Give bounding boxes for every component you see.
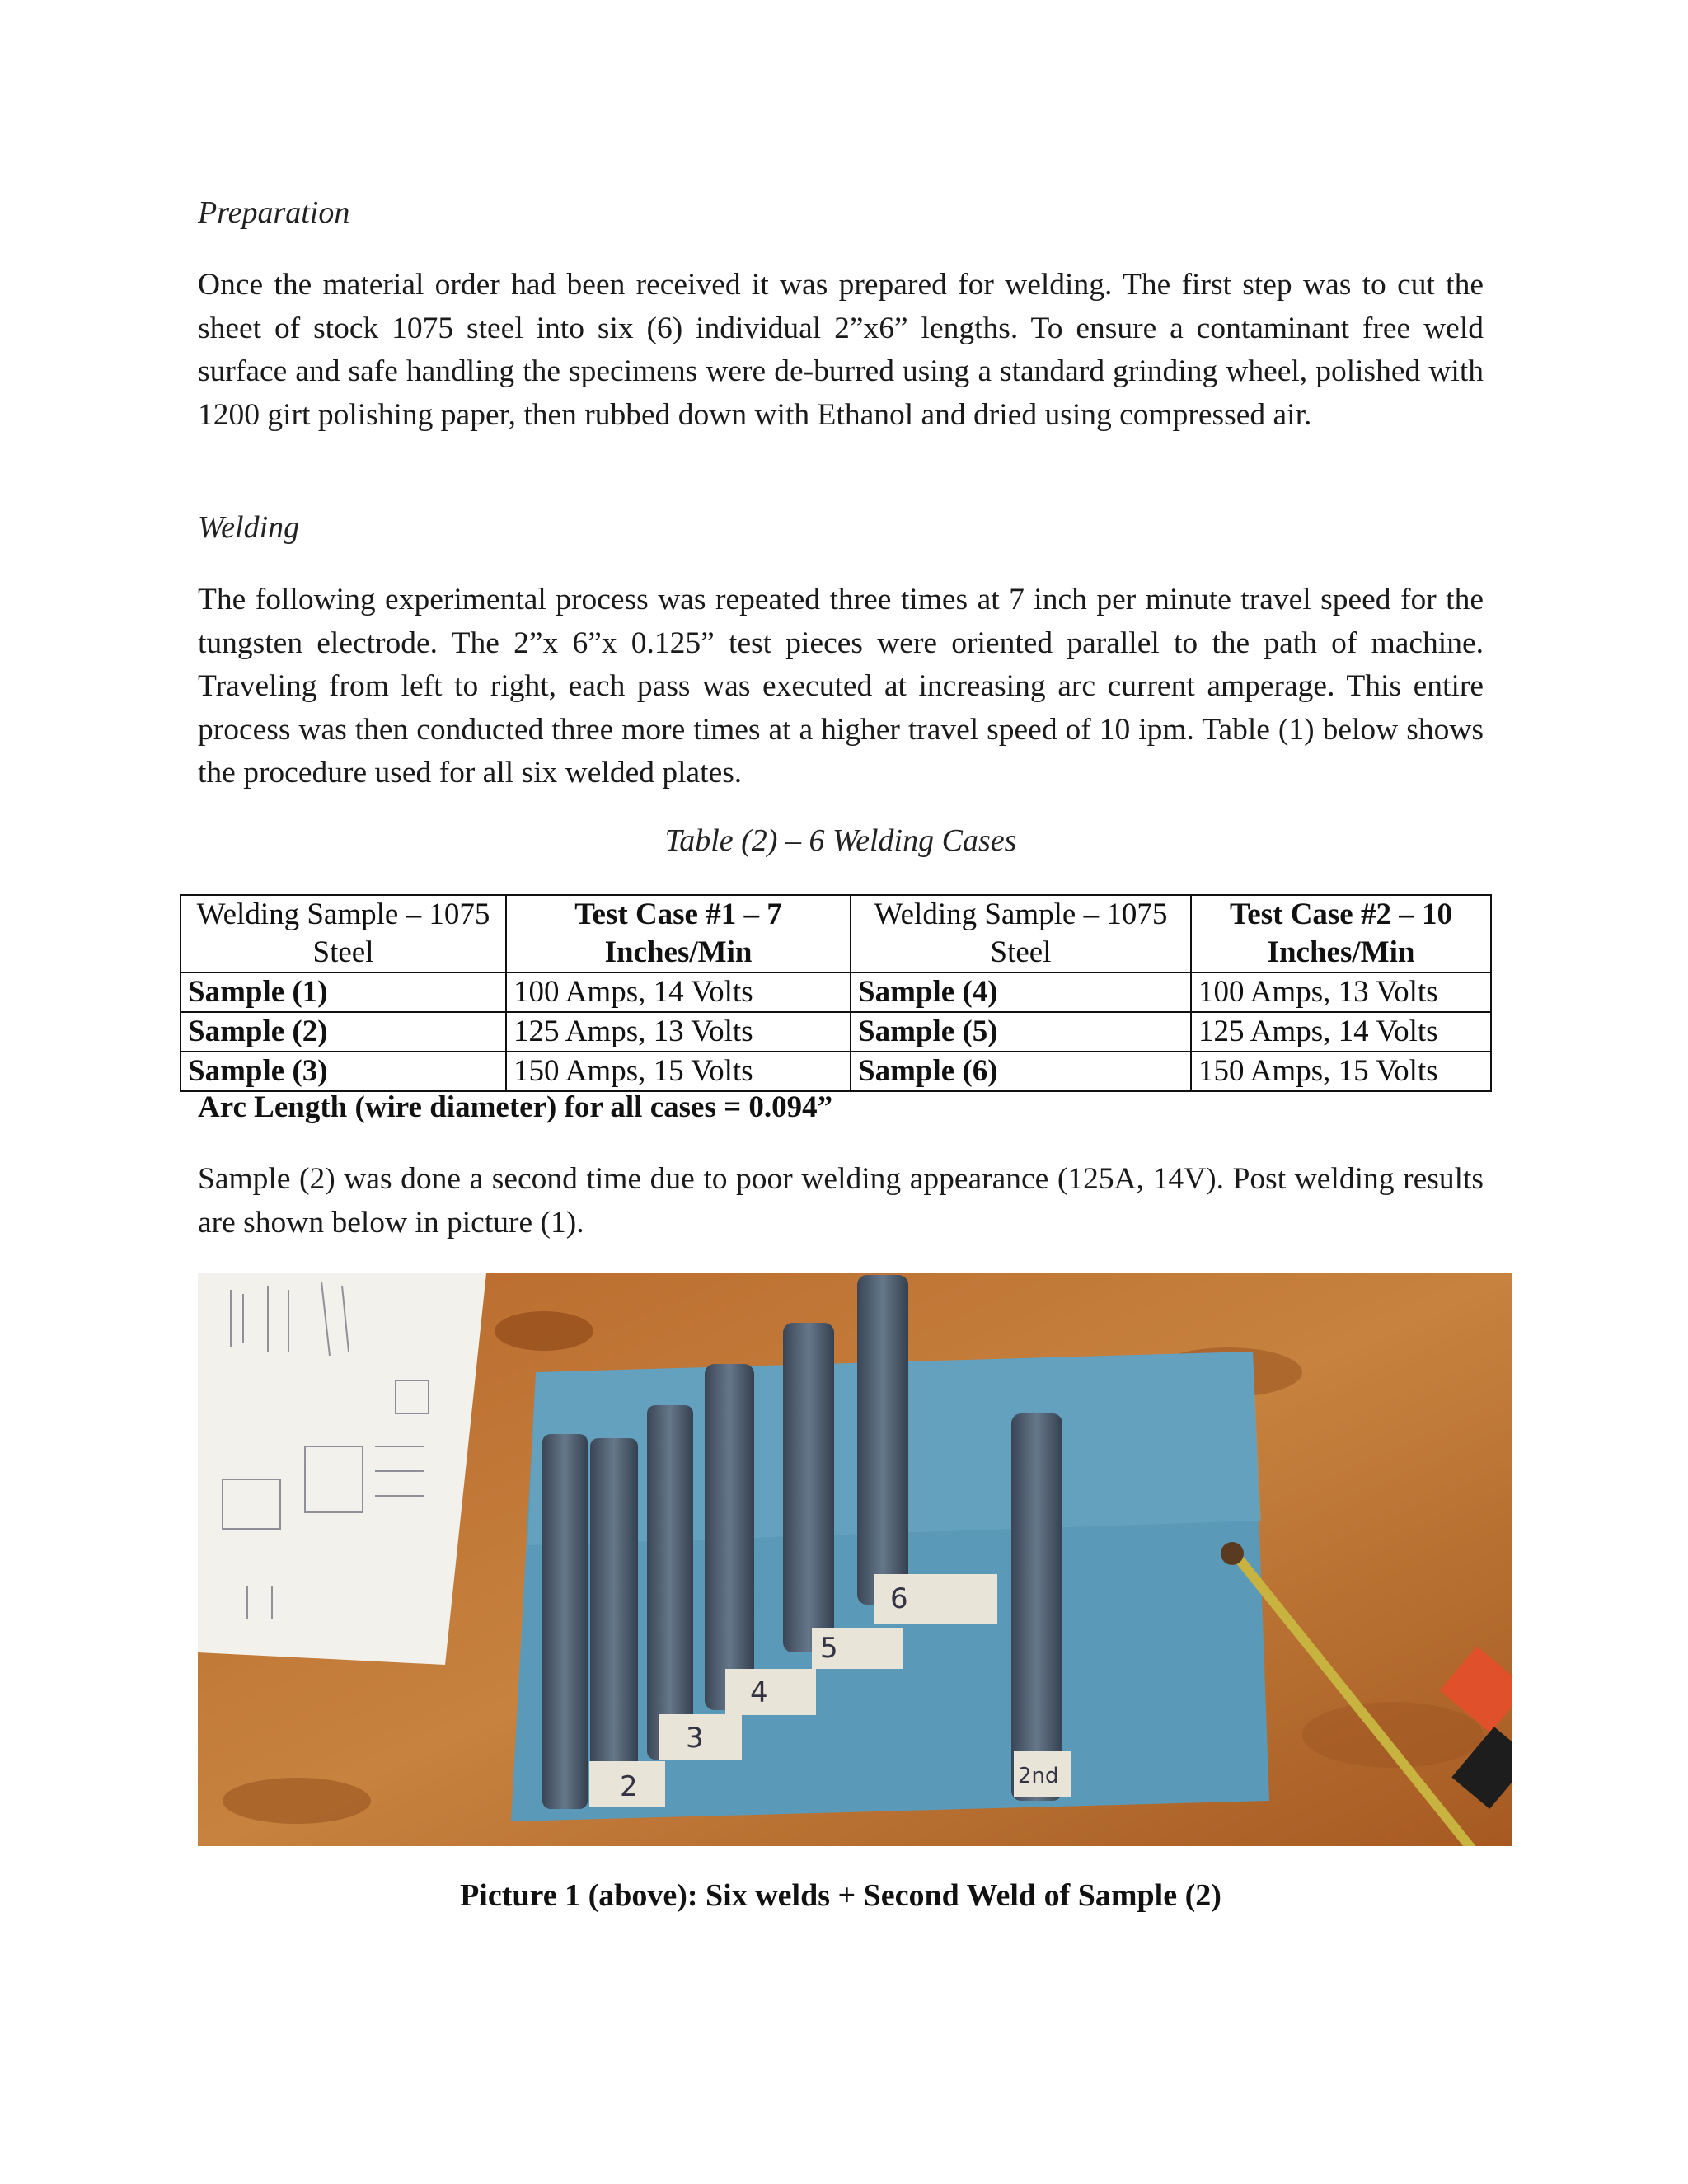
table-cell: Sample (3) [181,1052,506,1091]
table-cell: Sample (6) [851,1052,1191,1091]
table-cell: 100 Amps, 14 Volts [506,972,851,1012]
table-cell: Sample (5) [851,1012,1191,1052]
steel-bar [705,1364,754,1710]
table-cell: Sample (2) [181,1012,506,1052]
table-header-cell: Test Case #2 – 10 Inches/Min [1191,895,1491,972]
figure-caption: Picture 1 (above): Six welds + Second Weld of Sample (2) [460,1878,1221,1913]
svg-text:5: 5 [820,1632,838,1665]
steel-bar [647,1405,693,1760]
svg-text:2: 2 [620,1770,638,1803]
results-paragraph: Sample (2) was done a second time due to poor welding appearance (125A, 14V). Post welding results are shown below in picture (1). [198,1162,1484,1240]
steel-bar [590,1438,638,1805]
tape-tag [725,1669,816,1715]
steel-bar [542,1434,588,1809]
steel-bar [1011,1413,1062,1801]
table-row [181,1012,1491,1052]
table-cell: 125 Amps, 13 Volts [506,1012,851,1052]
table-cell: 150 Amps, 15 Volts [1191,1052,1491,1091]
table-header-cell: Welding Sample – 1075 Steel [181,895,506,972]
notes-paper [198,1273,486,1665]
weld-samples-illustration [198,1273,1512,1846]
table-header-cell: Welding Sample – 1075 Steel [851,895,1191,972]
table-header-row [181,895,1491,972]
steel-bar [857,1275,908,1605]
preparation-heading: Preparation [198,195,350,230]
welding-heading: Welding [198,510,300,545]
table-header-cell: Test Case #1 – 7 Inches/Min [506,895,851,972]
table-cell: 150 Amps, 15 Volts [506,1052,851,1091]
table-cell: 125 Amps, 14 Volts [1191,1012,1491,1052]
svg-text:6: 6 [890,1582,908,1615]
table-row [181,1052,1491,1091]
table-cell: Sample (4) [851,972,1191,1012]
steel-bar [783,1323,834,1652]
svg-text:4: 4 [750,1676,768,1709]
table-caption: Table (2) – 6 Welding Cases [664,823,1017,858]
welding-paragraph: The following experimental process was repeated three times at 7 inch per minute travel speed for the tungsten electrode. The 2”x 6”x 0.125” test pieces were oriented parallel to the path of machine. Traveling from left to right, each pass was executed at increasing arc current amperage. This entire process was then conducted three more times at a higher travel speed of 10 ipm. Table (1) below shows the procedure used for all six welded plates. [198,583,1484,790]
svg-text:2nd: 2nd [1018,1764,1059,1788]
svg-text:3: 3 [686,1722,704,1755]
table-row [181,972,1491,1012]
weld-samples-photo [198,1273,1512,1846]
preparation-paragraph: Once the material order had been received it was prepared for welding. The first step was to cut the sheet of stock 1075 steel into six (6) individual 2”x6” lengths. To ensure a contaminant free weld surface and safe handling the specimens were de-burred using a standard grinding wheel, polished with 1200 girt polishing paper, then rubbed down with Ethanol and dried using compressed air. [198,268,1484,432]
welding-cases-table [180,894,1492,1092]
arc-length-note: Arc Length (wire diameter) for all cases = 0.094” [198,1090,833,1124]
table-cell: 100 Amps, 13 Volts [1191,972,1491,1012]
table-cell: Sample (1) [181,972,506,1012]
